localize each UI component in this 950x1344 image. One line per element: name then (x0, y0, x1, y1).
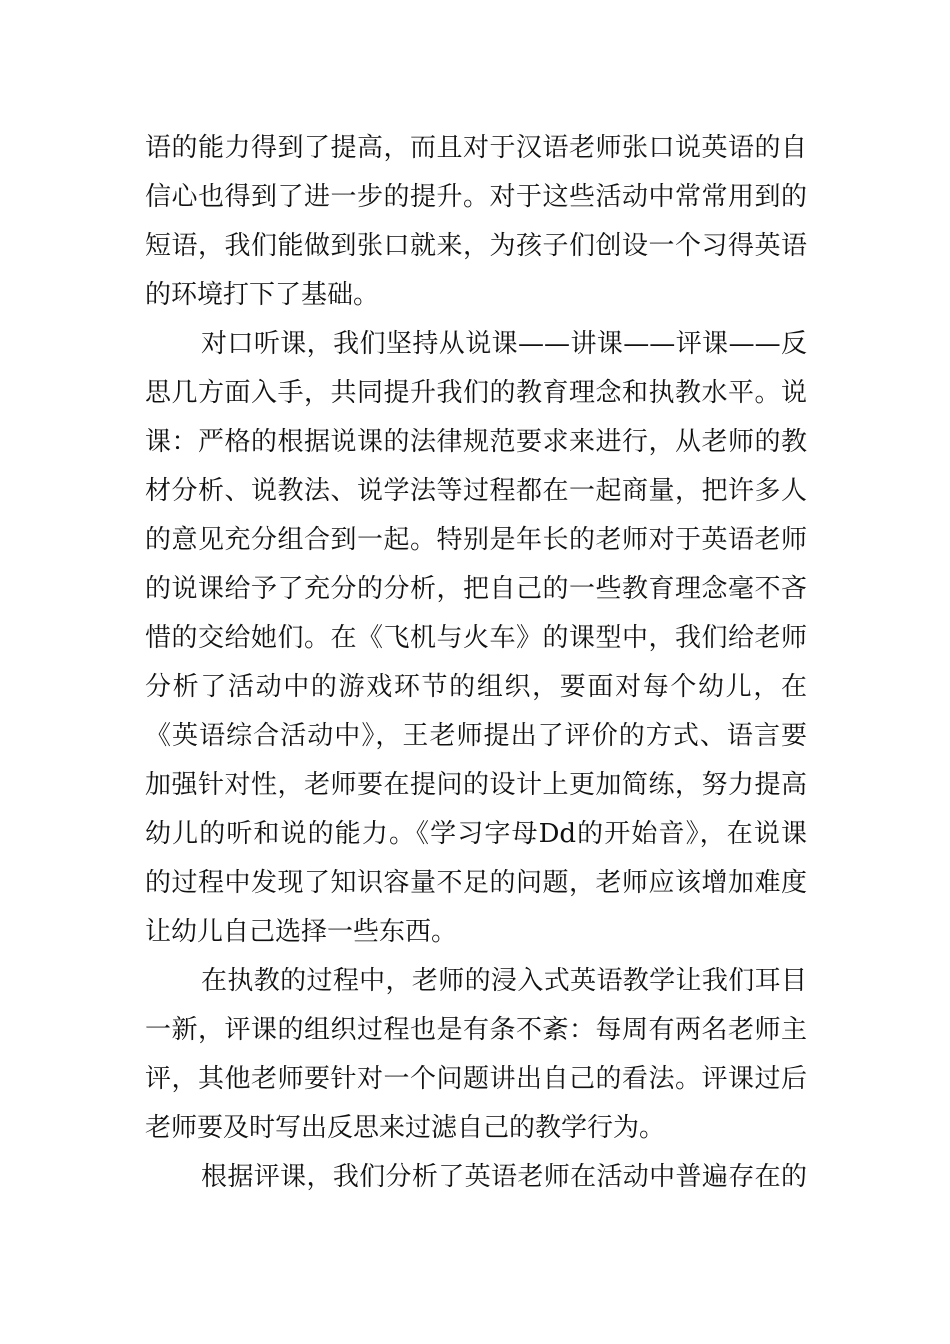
text-line: 材分析、说教法、说学法等过程都在一起商量，把许多人 (145, 476, 807, 506)
text-line: 短语，我们能做到张口就来，为孩子们创设一个习得英语 (145, 231, 807, 261)
text-line: 根据评课，我们分析了英语老师在活动中普遍存在的 (201, 1162, 807, 1192)
text-line: 老师要及时写出反思来过滤自己的教学行为。 (145, 1113, 666, 1143)
text-line: 一新，评课的组织过程也是有条不紊：每周有两名老师主 (145, 1015, 807, 1045)
text-line: 对口听课，我们坚持从说课——讲课——评课——反 (201, 329, 807, 359)
text-line: 《英语综合活动中》，王老师提出了评价的方式、语言要 (145, 721, 807, 751)
text-line: 加强针对性，老师要在提问的设计上更加简练，努力提高 (145, 770, 807, 800)
text-line: 评，其他老师要针对一个问题讲出自己的看法。评课过后 (145, 1064, 807, 1094)
paragraph-1 (145, 124, 807, 320)
text-line: 幼儿的听和说的能力。《学习字母Dd的开始音》，在说课 (145, 819, 807, 849)
text-line: 信心也得到了进一步的提升。对于这些活动中常常用到的 (145, 182, 807, 212)
text-line: 让幼儿自己选择一些东西。 (145, 917, 458, 947)
paragraph-3 (145, 957, 807, 1153)
text-line: 课：严格的根据说课的法律规范要求来进行，从老师的教 (145, 427, 807, 457)
text-line: 分析了活动中的游戏环节的组织，要面对每个幼儿，在 (145, 672, 807, 702)
text-line: 语的能力得到了提高，而且对于汉语老师张口说英语的自 (145, 133, 807, 163)
text-line: 的意见充分组合到一起。特别是年长的老师对于英语老师 (145, 525, 807, 555)
text-line: 的环境打下了基础。 (145, 280, 380, 310)
paragraph-4 (145, 1153, 807, 1202)
text-line: 思几方面入手，共同提升我们的教育理念和执教水平。说 (145, 378, 807, 408)
text-line: 在执教的过程中，老师的浸入式英语教学让我们耳目 (201, 966, 807, 996)
document-body (145, 124, 807, 1202)
text-line: 的说课给予了充分的分析，把自己的一些教育理念毫不吝 (145, 574, 807, 604)
text-line: 惜的交给她们。在《飞机与火车》的课型中，我们给老师 (145, 623, 807, 653)
text-line: 的过程中发现了知识容量不足的问题，老师应该增加难度 (145, 868, 807, 898)
paragraph-2 (145, 320, 807, 957)
